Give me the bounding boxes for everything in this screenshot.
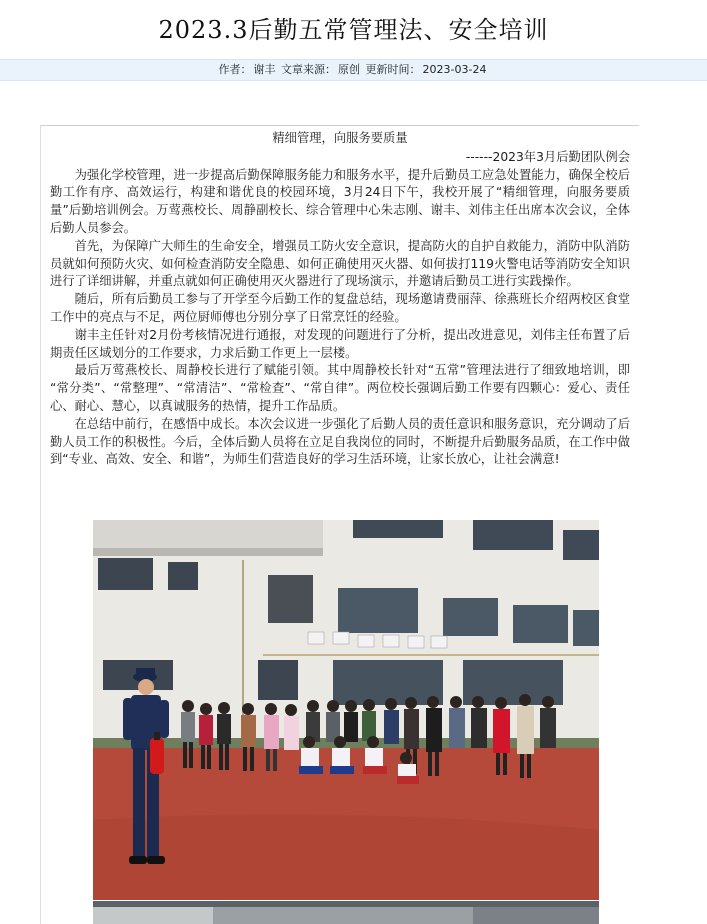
paragraph-review: 随后，所有后勤员工参与了开学至今后勤工作的复盘总结，现场邀请费丽萍、徐燕班长介绍两校区食堂工作中的亮点与不足，两位厨师傅也分别分享了日常烹饪的经验。: [50, 292, 630, 324]
second-photo-illustration: [93, 901, 599, 924]
article-byline: ------2023年3月后勤团队例会: [465, 149, 630, 164]
updated-label: 更新时间：: [365, 63, 421, 76]
article-body: [50, 130, 630, 469]
source-label: 文章来源：: [281, 63, 337, 76]
author-value: 谢丰: [253, 63, 276, 76]
paragraph-fire-safety: 首先，为保障广大师生的生命安全，增强员工防火安全意识，提高防火的自护自救能力，消防中队消防员就如何预防火灾、如何检查消防安全隐患、如何正确使用灭火器、如何拔打119火警电话等消防安全知识进行了详细讲解，并重点就如何正确使用灭火器进行了现场演示，并邀请后勤员工进行实践操作。: [50, 238, 630, 289]
article-title: 2023.3后勤五常管理法、安全培训: [158, 16, 549, 44]
training-photo-illustration: [93, 520, 599, 900]
paragraph-intro: 为强化学校管理，进一步提高后勤保障服务能力和服务水平，提升后勤员工应急处置能力，确保全校后勤工作有序、高效运行，构建和谐优良的校园环境，3月24日下午，我校开展了“精细管理，向服务要质量”后勤培训例会。万莺燕校长、周静副校长、综合管理中心朱志刚、谢丰、刘伟主任出席本次会议，全体后勤人员参会。: [50, 167, 630, 235]
article-subheading: 精细管理，向服务要质量: [272, 131, 408, 145]
paragraph-conclusion: 在总结中前行，在感悟中成长。本次会议进一步强化了后勤人员的责任意识和服务意识，充分调动了后勤人员工作的积极性。今后，全体后勤人员将在立足自我岗位的同时，不断提升后勤服务品质，在工作中做到“专业、高效、安全、和谐”，为师生们营造良好的学习生活环境，让家长放心，让社会满意!: [50, 416, 630, 467]
article-meta-bar: [0, 59, 707, 81]
paragraph-five-constants: 最后万莺燕校长、周静校长进行了赋能引领。其中周静校长针对“五常”管理法进行了细致地培训，即 “常分类”、“常整理”、“常清洁”、“常检查”、“常自律”。两位校长强调后勤工作要有四颗心：爱心、责任心、耐心、慧心，以真诚服务的热情，提升工作品质。: [50, 363, 630, 413]
updated-value: 2023-03-24: [422, 63, 487, 76]
training-photo: [93, 520, 599, 900]
paragraph-assessment: 谢丰主任针对2月份考核情况进行通报，对发现的问题进行了分析，提出改进意见，刘伟主任布置了后期责任区域划分的工作要求，力求后勤工作更上一层楼。: [50, 327, 630, 360]
source-value: 原创: [338, 63, 361, 76]
second-photo-top-edge: [93, 901, 599, 924]
author-label: 作者：: [218, 63, 252, 76]
